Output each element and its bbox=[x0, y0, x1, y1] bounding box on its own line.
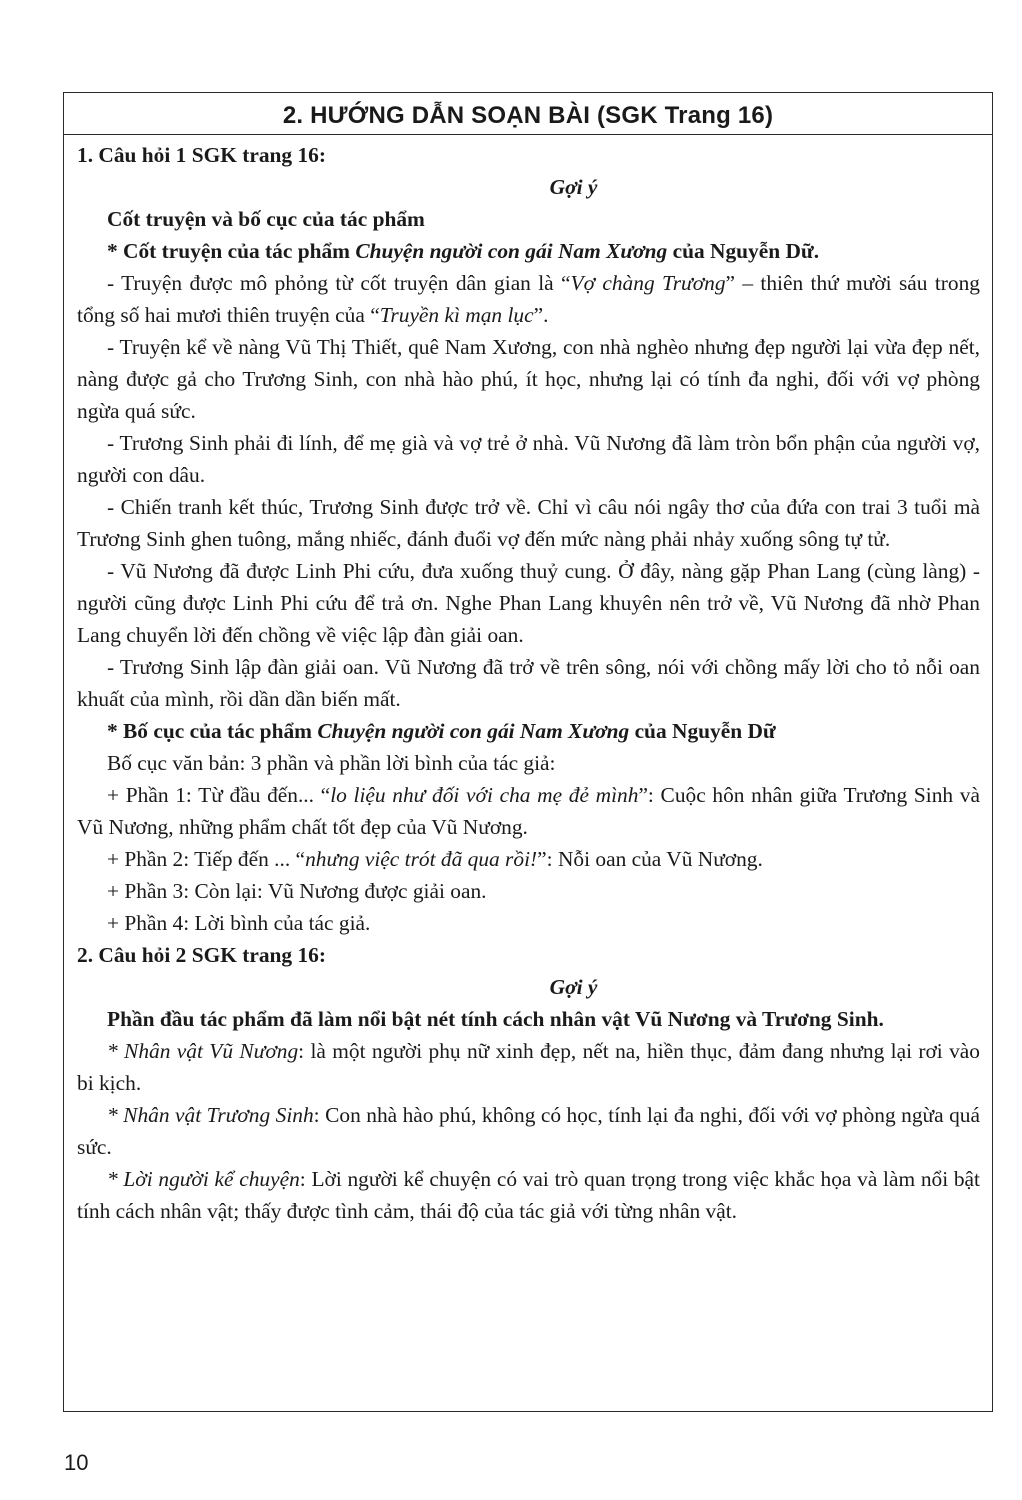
page-number: 10 bbox=[64, 1450, 89, 1475]
structure-part: + Phần 2: Tiếp đến ... “nhưng việc trót đã qua rồi!”: Nỗi oan của Vũ Nương. bbox=[107, 847, 763, 871]
plot-item: - Truyện kể về nàng Vũ Thị Thiết, quê Nam Xương, con nhà nghèo nhưng đẹp người lại vừa đẹp nết, nàng được gả cho Trương Sinh, con nhà hào phú, ít học, nhưng lại có tính đa nghi, đối với vợ phòng ngừa quá sức. bbox=[77, 335, 980, 423]
q2-hint-label: Gợi ý bbox=[549, 975, 598, 999]
character-item: * Nhân vật Trương Sinh: Con nhà hào phú, không có học, tính lại đa nghi, đối với vợ phòng ngừa quá sức. bbox=[77, 1103, 980, 1159]
q1-heading: 1. Câu hỏi 1 SGK trang 16: bbox=[77, 143, 326, 167]
plot-item: - Trương Sinh phải đi lính, để mẹ già và vợ trẻ ở nhà. Vũ Nương đã làm tròn bổn phận của người vợ, người con dâu. bbox=[77, 431, 980, 487]
plot-item: - Trương Sinh lập đàn giải oan. Vũ Nương đã trở về trên sông, nói với chồng mấy lời cho tỏ nỗi oan khuất của mình, rồi dần dần biến mất. bbox=[77, 655, 980, 711]
structure-part: + Phần 3: Còn lại: Vũ Nương được giải oan. bbox=[107, 879, 487, 903]
structure-part: + Phần 1: Từ đầu đến... “lo liệu như đối với cha mẹ đẻ mình”: Cuộc hôn nhân giữa Trương Sinh và Vũ Nương, những phẩm chất tốt đẹp của Vũ Nương. bbox=[77, 783, 980, 839]
content-frame bbox=[63, 92, 993, 1412]
structure-heading: * Bố cục của tác phẩm Chuyện người con gái Nam Xương của Nguyễn Dữ bbox=[107, 719, 776, 743]
q1-subheading: Cốt truyện và bố cục của tác phẩm bbox=[107, 207, 425, 231]
content-body bbox=[64, 135, 992, 1227]
structure-intro: Bố cục văn bản: 3 phần và phần lời bình của tác giả: bbox=[107, 751, 556, 775]
plot-item: - Vũ Nương đã được Linh Phi cứu, đưa xuống thuỷ cung. Ở đây, nàng gặp Phan Lang (cùng làng) - người cũng được Linh Phi cứu để trả ơn. Nghe Phan Lang khuyên nên trở về, Vũ Nương đã nhờ Phan Lang chuyển lời đến chồng về việc lập đàn giải oan. bbox=[77, 559, 980, 647]
plot-heading: * Cốt truyện của tác phẩm Chuyện người con gái Nam Xương của Nguyễn Dữ. bbox=[107, 239, 820, 263]
character-item: * Lời người kể chuyện: Lời người kể chuyện có vai trò quan trọng trong việc khắc họa và làm nổi bật tính cách nhân vật; thấy được tình cảm, thái độ của tác giả với từng nhân vật. bbox=[77, 1167, 980, 1223]
plot-item: - Chiến tranh kết thúc, Trương Sinh được trở về. Chỉ vì câu nói ngây thơ của đứa con trai 3 tuổi mà Trương Sinh ghen tuông, mắng nhiếc, đánh đuổi vợ đến mức nàng phải nhảy xuống sông tự tử. bbox=[77, 495, 980, 551]
section-header: 2. HƯỚNG DẪN SOẠN BÀI (SGK Trang 16) bbox=[64, 93, 992, 135]
plot-item: - Truyện được mô phỏng từ cốt truyện dân gian là “Vợ chàng Trương” – thiên thứ mười sáu trong tổng số hai mươi thiên truyện của “Truyền kì mạn lục”. bbox=[77, 271, 980, 327]
q2-heading: 2. Câu hỏi 2 SGK trang 16: bbox=[77, 943, 326, 967]
structure-part: + Phần 4: Lời bình của tác giả. bbox=[107, 911, 371, 935]
q2-subheading: Phần đầu tác phẩm đã làm nổi bật nét tính cách nhân vật Vũ Nương và Trương Sinh. bbox=[107, 1007, 884, 1031]
character-item: * Nhân vật Vũ Nương: là một người phụ nữ xinh đẹp, nết na, hiền thục, đảm đang nhưng lại rơi vào bi kịch. bbox=[77, 1039, 981, 1095]
q1-hint-label: Gợi ý bbox=[549, 175, 598, 199]
